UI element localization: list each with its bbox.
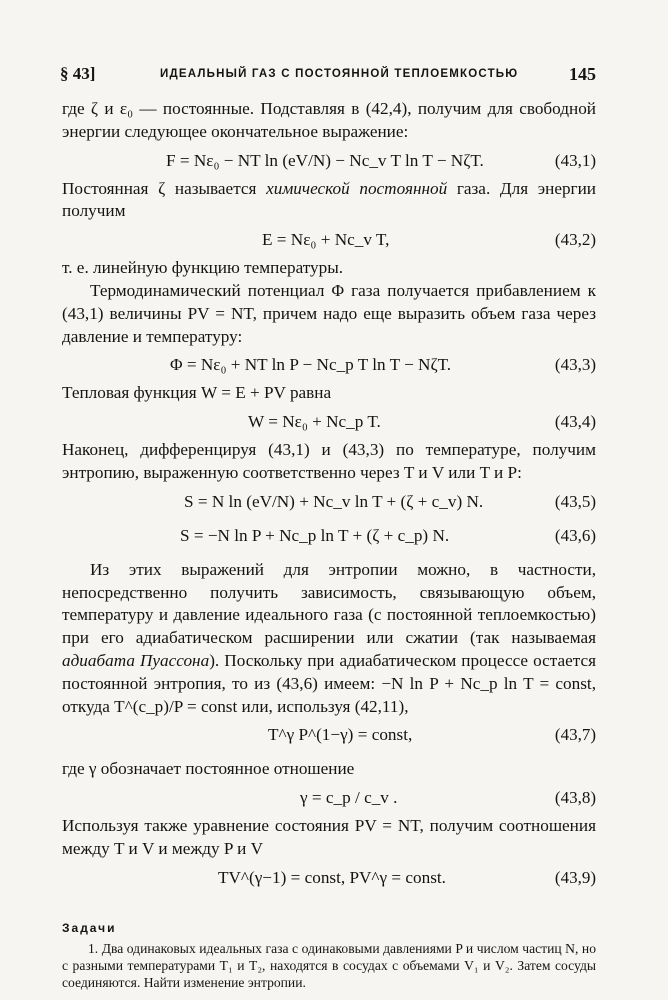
equation-formula: E = Nε₀ + Nc_v T, — [262, 230, 390, 250]
paragraph-linear: т. е. линейную функцию температуры. — [62, 258, 344, 278]
paragraph-potential: Термодинамический потенциал Φ газа получается прибавлением к (43,1) величины PV = NT, причем надо еще выразить объем газа через давление и температуру: — [62, 280, 596, 346]
equation-formula: T^γ P^(1−γ) = const, — [268, 725, 413, 745]
running-header — [60, 64, 600, 88]
paragraph-chemical-constant — [62, 178, 596, 224]
paragraph-intro: где ζ и ε₀ — постоянные. Подставляя в (42,4), получим для свободной энергии следующее окончательное выражение: — [62, 99, 596, 141]
equation-formula: W = Nε₀ + Nc_p T. — [248, 412, 381, 432]
problems-heading: Задачи — [62, 920, 117, 935]
equation-43-3 — [62, 348, 596, 382]
text-run: Из этих выражений для энтропии можно, в частности, непосредственно получить зависимость, связывающую объем, температуру и давление идеального газа (с постоянной теплоемкостью) при его адиабатическом расширении или сжатии (так называемая — [62, 559, 596, 648]
equation-formula: F = Nε₀ − NT ln (eV/N) − Nc_v T ln T − NζT. — [166, 150, 484, 170]
equation-number: (43,4) — [554, 412, 596, 432]
section-number: § 43] — [60, 64, 96, 83]
page-number: 145 — [569, 64, 596, 84]
equation-formula: S = −N ln P + Nc_p ln T + (ζ + c_p) N. — [180, 525, 450, 545]
paragraph-gamma: где γ обозначает постоянное отношение — [62, 759, 355, 779]
equation-number: (43,3) — [554, 355, 596, 375]
paragraph-heat-function: Тепловая функция W = E + PV равна — [62, 383, 332, 403]
italic-term: химической постоянной — [266, 178, 448, 198]
equation-number: (43,8) — [554, 788, 596, 808]
equation-43-2 — [62, 223, 596, 257]
equation-43-6 — [62, 519, 596, 553]
equation-43-8 — [62, 781, 596, 815]
equation-number: (43,7) — [554, 725, 596, 745]
paragraph-entropy: Наконец, дифференцируя (43,1) и (43,3) по температуре, получим энтропию, выраженную соответственно через T и V или T и P: — [62, 440, 596, 482]
equation-43-7 — [62, 718, 596, 752]
equation-formula: TV^(γ−1) = const, PV^γ = const. — [218, 867, 446, 887]
equation-number: (43,2) — [554, 230, 596, 250]
italic-term: адиабата Пуассона — [62, 650, 210, 670]
equation-number: (43,5) — [554, 491, 596, 511]
equation-43-5 — [62, 485, 596, 519]
equation-number: (43,1) — [554, 150, 596, 170]
equation-formula: S = N ln (eV/N) + Nc_v ln T + (ζ + c_v) N. — [184, 491, 484, 511]
page-body — [62, 98, 596, 991]
equation-number: (43,9) — [554, 867, 596, 887]
equation-43-4 — [62, 405, 596, 439]
running-title: ИДЕАЛЬНЫЙ ГАЗ С ПОСТОЯННОЙ ТЕПЛОЕМКОСТЬЮ — [160, 68, 519, 80]
equation-43-9 — [62, 861, 596, 895]
equation-formula: γ = c_p / c_v . — [300, 788, 398, 808]
text-run: Постоянная ζ называется — [62, 178, 267, 198]
equation-number: (43,6) — [554, 525, 596, 545]
paragraph-state-equation: Используя также уравнение состояния PV = NT, получим соотношения между T и V и между P и V — [62, 816, 596, 858]
equation-formula: Φ = Nε₀ + NT ln P − Nc_p T ln T − NζT. — [170, 355, 452, 375]
paragraph-adiabat — [62, 559, 596, 719]
text-run: ). Поскольку при адиабатическом процессе остается постоянной энтропия, то из (43,6) имеем: −N ln P + Nc_p ln T = const, откуда T^(c_p)/P = const или, используя (42,11), — [62, 650, 596, 716]
text-run: газа. Для энергии получим — [62, 178, 596, 221]
equation-43-1 — [62, 144, 596, 178]
problem-1: 1. Два одинаковых идеальных газа с одинаковыми давлениями P и числом частиц N, но с разными температурами T₁ и T₂, находятся в сосудах с объемами V₁ и V₂. Затем сосуды соединяются. Найти изменение энтропии. — [62, 940, 596, 990]
